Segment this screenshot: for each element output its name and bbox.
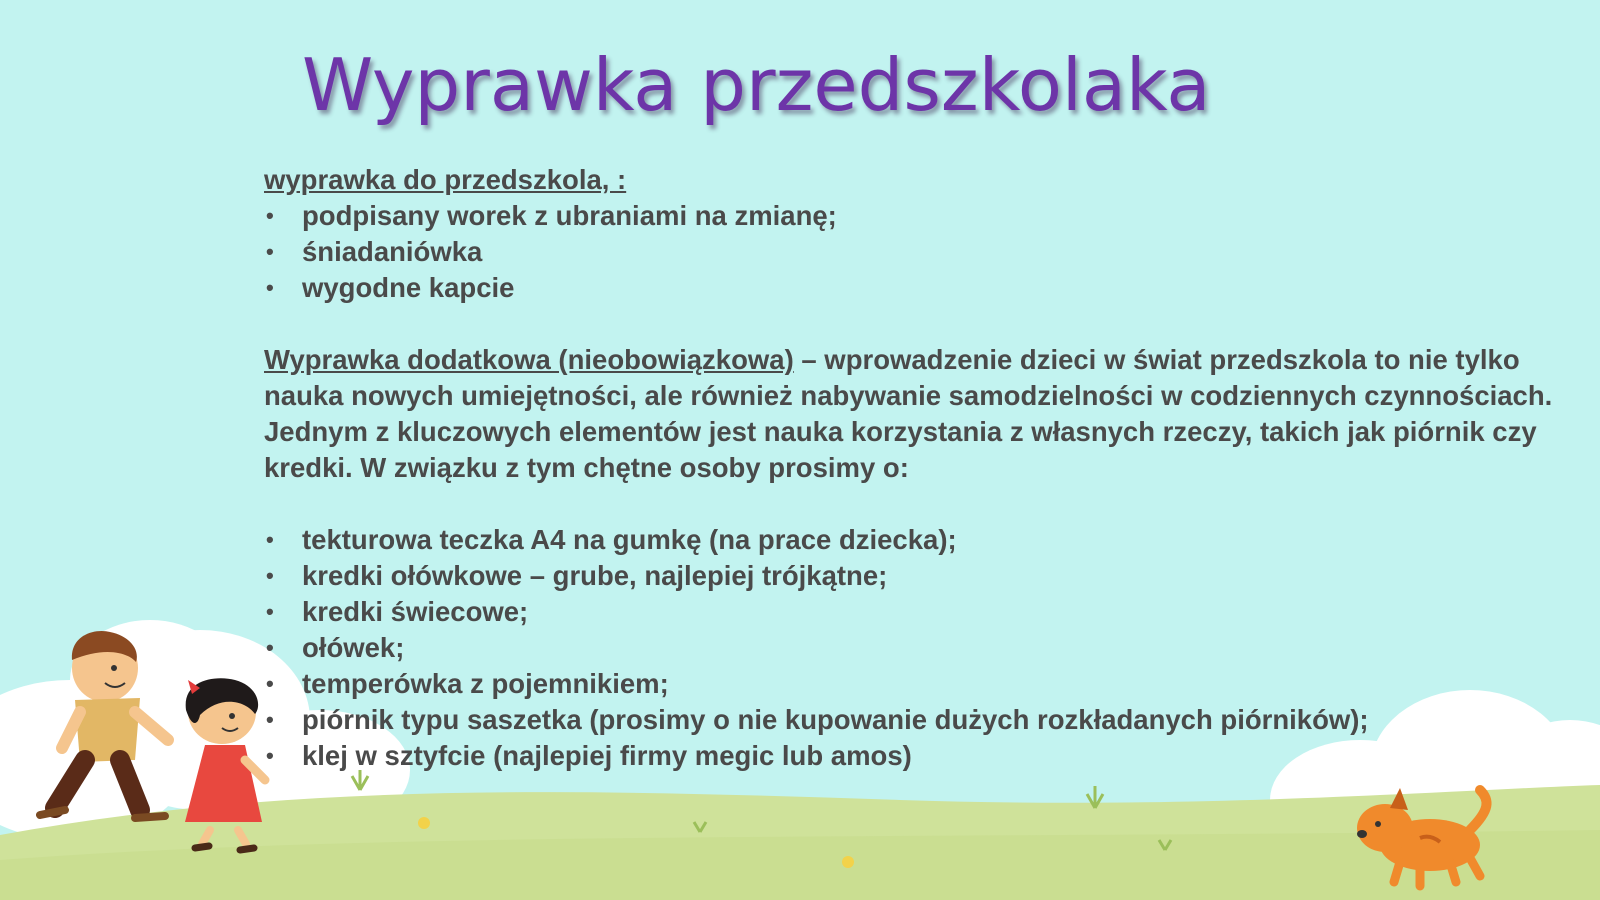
slide-content bbox=[264, 162, 1564, 774]
slide-title: Wyprawka przedszkolaka bbox=[302, 43, 1211, 127]
spacer bbox=[264, 486, 1564, 522]
list-item: • śniadaniówka bbox=[264, 234, 1564, 270]
list-item: • temperówka z pojemnikiem; bbox=[264, 666, 1564, 702]
list-item: • wygodne kapcie bbox=[264, 270, 1564, 306]
section2-list bbox=[264, 522, 1564, 774]
section1-heading: wyprawka do przedszkola, : bbox=[264, 164, 627, 195]
section2-heading: Wyprawka dodatkowa (nieobowiązkowa) bbox=[264, 344, 794, 375]
section2-intro: – wprowadzenie dzieci w świat przedszkola to nie tylko nauka nowych umiejętności, ale również nabywanie samodzielności w codziennych czynnościach. Jednym z kluczowych elementów jest nauka korzystania z własnych rzeczy, takich jak piórnik czy kredki. W związku z tym chętne osoby prosimy o: bbox=[264, 344, 1553, 483]
list-item: • kredki świecowe; bbox=[264, 594, 1564, 630]
section1-list bbox=[264, 198, 1564, 306]
list-item: • klej w sztyfcie (najlepiej firmy megic lub amos) bbox=[264, 738, 1564, 774]
section2-paragraph bbox=[264, 342, 1564, 486]
list-item: • ołówek; bbox=[264, 630, 1564, 666]
list-item: • kredki ołówkowe – grube, najlepiej trójkątne; bbox=[264, 558, 1564, 594]
list-item: • piórnik typu saszetka (prosimy o nie kupowanie dużych rozkładanych piórników); bbox=[264, 702, 1564, 738]
spacer bbox=[264, 306, 1564, 342]
list-item: • podpisany worek z ubraniami na zmianę; bbox=[264, 198, 1564, 234]
list-item: • tekturowa teczka A4 na gumkę (na prace dziecka); bbox=[264, 522, 1564, 558]
